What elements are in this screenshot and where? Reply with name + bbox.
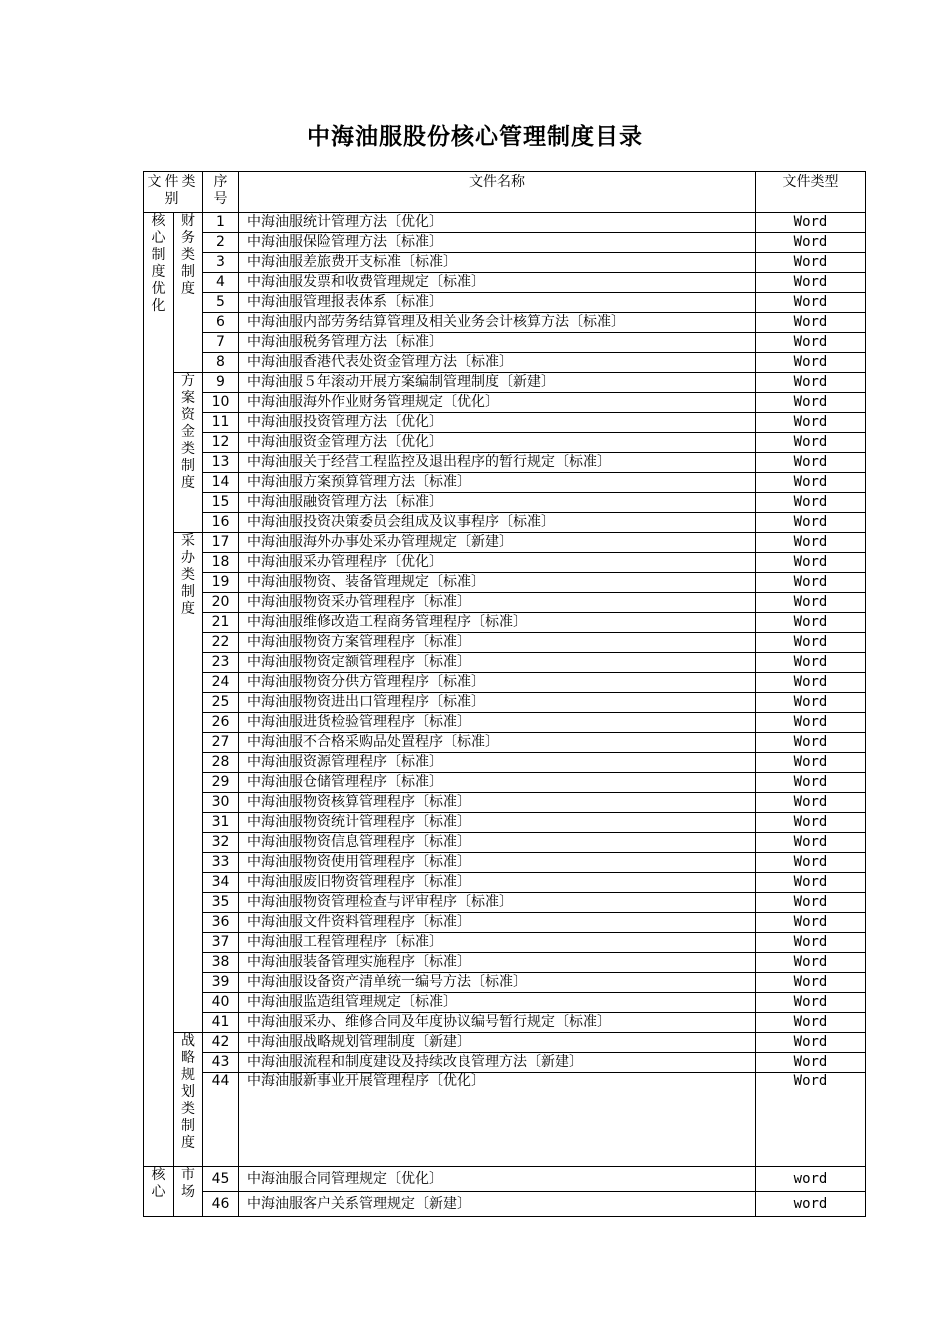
category-level2-label: 采办类制度 [181,533,195,617]
document-type: Word [756,733,866,753]
table-row [144,913,866,933]
document-name: 中海油服物资信息管理程序〔标准〕 [239,833,756,853]
document-name: 中海油服流程和制度建设及持续改良管理方法〔新建〕 [239,1053,756,1073]
table-row [144,213,866,233]
document-name: 中海油服发票和收费管理规定〔标准〕 [239,273,756,293]
row-number: 11 [203,413,239,433]
table-row [144,1013,866,1033]
document-type: word [756,1192,866,1217]
category-level2-label: 战略规划类制度 [181,1033,195,1151]
document-type: Word [756,673,866,693]
document-name: 中海油服海外办事处采办管理规定〔新建〕 [239,533,756,553]
document-name: 中海油服资源管理程序〔标准〕 [239,753,756,773]
document-name: 中海油服投资管理方法〔优化〕 [239,413,756,433]
document-name: 中海油服不合格采购品处置程序〔标准〕 [239,733,756,753]
document-type: Word [756,693,866,713]
row-number: 34 [203,873,239,893]
row-number: 36 [203,913,239,933]
catalog-table [143,171,866,1217]
category-level2-label: 财务类制度 [181,213,195,297]
document-name: 中海油服仓储管理程序〔标准〕 [239,773,756,793]
document-type: Word [756,573,866,593]
table-row [144,473,866,493]
document-type: Word [756,793,866,813]
header-number-text: 序号 [213,174,228,207]
document-type: Word [756,973,866,993]
table-row [144,653,866,673]
row-number: 23 [203,653,239,673]
document-type: Word [756,1073,866,1167]
row-number: 10 [203,393,239,413]
row-number: 9 [203,373,239,393]
document-type: Word [756,393,866,413]
row-number: 39 [203,973,239,993]
document-type: Word [756,833,866,853]
table-row [144,853,866,873]
table-row [144,533,866,553]
table-row [144,1053,866,1073]
document-type: Word [756,1013,866,1033]
row-number: 8 [203,353,239,373]
row-number: 12 [203,433,239,453]
table-row [144,1073,866,1167]
row-number: 19 [203,573,239,593]
header-name: 文件名称 [239,172,756,213]
table-row [144,593,866,613]
document-type: Word [756,533,866,553]
document-name: 中海油服战略规划管理制度〔新建〕 [239,1033,756,1053]
header-category: 文件类别 [144,172,203,213]
header-number [203,172,239,213]
document-type: Word [756,993,866,1013]
row-number: 6 [203,313,239,333]
catalog-body [144,172,866,1217]
table-row [144,273,866,293]
document-name: 中海油服香港代表处资金管理方法〔标准〕 [239,353,756,373]
row-number: 31 [203,813,239,833]
document-type: Word [756,753,866,773]
table-row [144,833,866,853]
table-row [144,573,866,593]
document-type: Word [756,933,866,953]
document-name: 中海油服差旅费开支标准〔标准〕 [239,253,756,273]
document-type: Word [756,1033,866,1053]
document-type: Word [756,273,866,293]
document-name: 中海油服税务管理方法〔标准〕 [239,333,756,353]
table-row [144,333,866,353]
table-row [144,613,866,633]
document-type: Word [756,513,866,533]
category-level1-cell [144,1167,174,1217]
row-number: 30 [203,793,239,813]
document-name: 中海油服监造组管理规定〔标准〕 [239,993,756,1013]
document-name: 中海油服物资核算管理程序〔标准〕 [239,793,756,813]
table-row [144,773,866,793]
document-name: 中海油服物资定额管理程序〔标准〕 [239,653,756,673]
document-name: 中海油服资金管理方法〔优化〕 [239,433,756,453]
document-type: Word [756,893,866,913]
row-number: 29 [203,773,239,793]
row-number: 42 [203,1033,239,1053]
table-row [144,413,866,433]
table-row [144,753,866,773]
document-name: 中海油服物资使用管理程序〔标准〕 [239,853,756,873]
table-row [144,673,866,693]
document-type: Word [756,633,866,653]
document-name: 中海油服设备资产清单统一编号方法〔标准〕 [239,973,756,993]
row-number: 32 [203,833,239,853]
table-row [144,873,866,893]
table-row [144,1167,866,1192]
category-level1-cell [144,213,174,1167]
document-name: 中海油服客户关系管理规定〔新建〕 [239,1192,756,1217]
document-name: 中海油服物资、装备管理规定〔标准〕 [239,573,756,593]
table-row [144,693,866,713]
table-row [144,253,866,273]
table-row [144,973,866,993]
document-name: 中海油服内部劳务结算管理及相关业务会计核算方法〔标准〕 [239,313,756,333]
document-type: Word [756,553,866,573]
row-number: 46 [203,1192,239,1217]
table-row [144,553,866,573]
document-type: Word [756,233,866,253]
document-name: 中海油服新事业开展管理程序〔优化〕 [239,1073,756,1167]
table-row [144,433,866,453]
category-level2-label: 方案资金类制度 [181,373,195,491]
document-name: 中海油服物资采办管理程序〔标准〕 [239,593,756,613]
document-type: Word [756,473,866,493]
row-number: 41 [203,1013,239,1033]
row-number: 38 [203,953,239,973]
table-row [144,393,866,413]
document-type: Word [756,853,866,873]
category-level2-label: 市场 [181,1167,195,1200]
document-type: Word [756,213,866,233]
table-row [144,813,866,833]
document-name: 中海油服物资进出口管理程序〔标准〕 [239,693,756,713]
row-number: 24 [203,673,239,693]
table-row [144,453,866,473]
table-row [144,493,866,513]
row-number: 18 [203,553,239,573]
document-name: 中海油服采办、维修合同及年度协议编号暂行规定〔标准〕 [239,1013,756,1033]
row-number: 20 [203,593,239,613]
document-type: Word [756,293,866,313]
row-number: 21 [203,613,239,633]
row-number: 45 [203,1167,239,1192]
document-name: 中海油服管理报表体系〔标准〕 [239,293,756,313]
document-name: 中海油服海外作业财务管理规定〔优化〕 [239,393,756,413]
row-number: 35 [203,893,239,913]
row-number: 3 [203,253,239,273]
document-name: 中海油服保险管理方法〔标准〕 [239,233,756,253]
row-number: 27 [203,733,239,753]
header-type: 文件类型 [756,172,866,213]
table-row [144,793,866,813]
document-name: 中海油服物资管理检查与评审程序〔标准〕 [239,893,756,913]
row-number: 44 [203,1073,239,1167]
document-type: Word [756,493,866,513]
document-type: Word [756,253,866,273]
row-number: 43 [203,1053,239,1073]
table-row [144,353,866,373]
document-name: 中海油服统计管理方法〔优化〕 [239,213,756,233]
document-type: Word [756,333,866,353]
table-row [144,733,866,753]
document-name: 中海油服融资管理方法〔标准〕 [239,493,756,513]
document-title: 中海油服股份核心管理制度目录 [307,124,643,150]
document-type: word [756,1167,866,1192]
document-name: 中海油服采办管理程序〔优化〕 [239,553,756,573]
document-type: Word [756,453,866,473]
table-row [144,893,866,913]
document-name: 中海油服废旧物资管理程序〔标准〕 [239,873,756,893]
row-number: 26 [203,713,239,733]
row-number: 40 [203,993,239,1013]
row-number: 4 [203,273,239,293]
document-type: Word [756,313,866,333]
table-row [144,993,866,1013]
document-type: Word [756,813,866,833]
document-name: 中海油服进货检验管理程序〔标准〕 [239,713,756,733]
row-number: 14 [203,473,239,493]
category-level2-cell [174,213,203,373]
category-level2-cell [174,533,203,1033]
table-row [144,953,866,973]
document-name: 中海油服装备管理实施程序〔标准〕 [239,953,756,973]
row-number: 5 [203,293,239,313]
document-name: 中海油服物资方案管理程序〔标准〕 [239,633,756,653]
row-number: 25 [203,693,239,713]
document-type: Word [756,773,866,793]
document-type: Word [756,913,866,933]
header-row [144,172,866,213]
document-name: 中海油服工程管理程序〔标准〕 [239,933,756,953]
document-type: Word [756,373,866,393]
document-name: 中海油服文件资料管理程序〔标准〕 [239,913,756,933]
table-row [144,373,866,393]
table-row [144,633,866,653]
document-type: Word [756,353,866,373]
table-row [144,233,866,253]
document-name: 中海油服物资分供方管理程序〔标准〕 [239,673,756,693]
document-name: 中海油服投资决策委员会组成及议事程序〔标准〕 [239,513,756,533]
document-type: Word [756,953,866,973]
table-row [144,1033,866,1053]
document-type: Word [756,1053,866,1073]
document-type: Word [756,713,866,733]
category-level2-cell [174,1167,203,1217]
category-level1-label: 核心 [151,1167,166,1200]
document-name: 中海油服方案预算管理方法〔标准〕 [239,473,756,493]
table-row [144,933,866,953]
table-row [144,313,866,333]
category-level2-cell [174,1033,203,1167]
row-number: 37 [203,933,239,953]
document-name: 中海油服维修改造工程商务管理程序〔标准〕 [239,613,756,633]
table-row [144,1192,866,1217]
row-number: 2 [203,233,239,253]
row-number: 22 [203,633,239,653]
document-type: Word [756,593,866,613]
category-level2-cell [174,373,203,533]
row-number: 17 [203,533,239,553]
row-number: 33 [203,853,239,873]
table-row [144,513,866,533]
row-number: 7 [203,333,239,353]
document-name: 中海油服合同管理规定〔优化〕 [239,1167,756,1192]
row-number: 28 [203,753,239,773]
document-type: Word [756,613,866,633]
row-number: 13 [203,453,239,473]
row-number: 1 [203,213,239,233]
category-level1-label: 核心制度优化 [151,213,166,314]
document-type: Word [756,873,866,893]
table-row [144,293,866,313]
document-type: Word [756,413,866,433]
document-name: 中海油服物资统计管理程序〔标准〕 [239,813,756,833]
document-name: 中海油服关于经营工程监控及退出程序的暂行规定〔标准〕 [239,453,756,473]
row-number: 15 [203,493,239,513]
document-name: 中海油服５年滚动开展方案编制管理制度〔新建〕 [239,373,756,393]
row-number: 16 [203,513,239,533]
document-type: Word [756,653,866,673]
document-type: Word [756,433,866,453]
table-row [144,713,866,733]
